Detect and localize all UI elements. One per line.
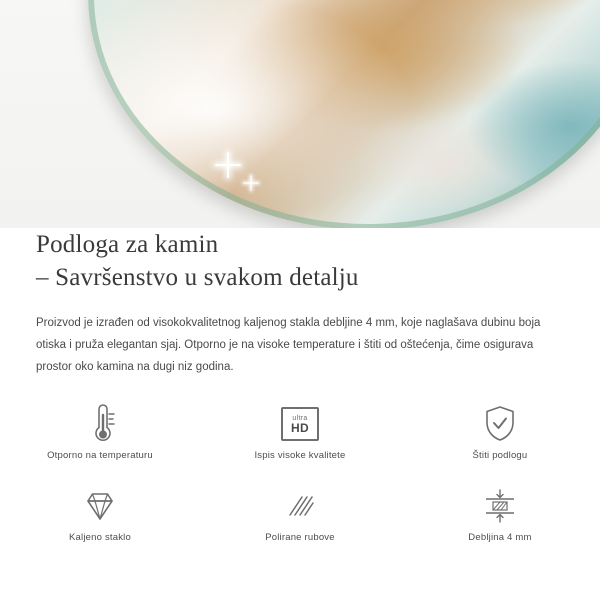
headline-line-2: – Savršenstvo u svakom detalju bbox=[36, 264, 359, 291]
page-title bbox=[0, 228, 600, 294]
feature-item-tempered-glass bbox=[0, 480, 200, 562]
feature-item-thickness bbox=[400, 480, 600, 562]
polished-edges-icon bbox=[280, 484, 320, 528]
hero-image bbox=[0, 0, 600, 228]
ultra-hd-badge-bottom: HD bbox=[291, 420, 309, 435]
feature-item-polished-edges bbox=[200, 480, 400, 562]
diamond-icon bbox=[80, 484, 120, 528]
feature-item-temperature bbox=[0, 398, 200, 480]
feature-label: Otporno na temperaturu bbox=[47, 450, 153, 461]
description-text: Proizvod je izrađen od visokokvalitetnog kaljenog stakla debljine 4 mm, koje naglašava dubinu boja otiska i pruža elegantan sjaj. Otporno je na visoke temperature i štiti od oštećenja, čime osigurava prostor oko kamina na dugi niz godina. bbox=[36, 317, 541, 373]
ultra-hd-badge-top: ultra bbox=[292, 414, 308, 422]
thickness-icon bbox=[480, 484, 520, 528]
ultra-hd-icon bbox=[281, 402, 319, 446]
feature-label: Štiti podlogu bbox=[472, 450, 528, 461]
content-block bbox=[0, 228, 600, 378]
feature-list bbox=[0, 398, 600, 562]
feature-item-print-quality bbox=[200, 398, 400, 480]
headline-line-1: Podloga za kamin bbox=[36, 231, 219, 258]
feature-label: Kaljeno staklo bbox=[69, 532, 131, 543]
thermometer-icon bbox=[80, 402, 120, 446]
shield-check-icon bbox=[480, 402, 520, 446]
feature-item-protection bbox=[400, 398, 600, 480]
feature-label: Ispis visoke kvalitete bbox=[254, 450, 346, 461]
feature-label: Polirane rubove bbox=[265, 532, 335, 543]
feature-label: Debljina 4 mm bbox=[468, 532, 532, 543]
